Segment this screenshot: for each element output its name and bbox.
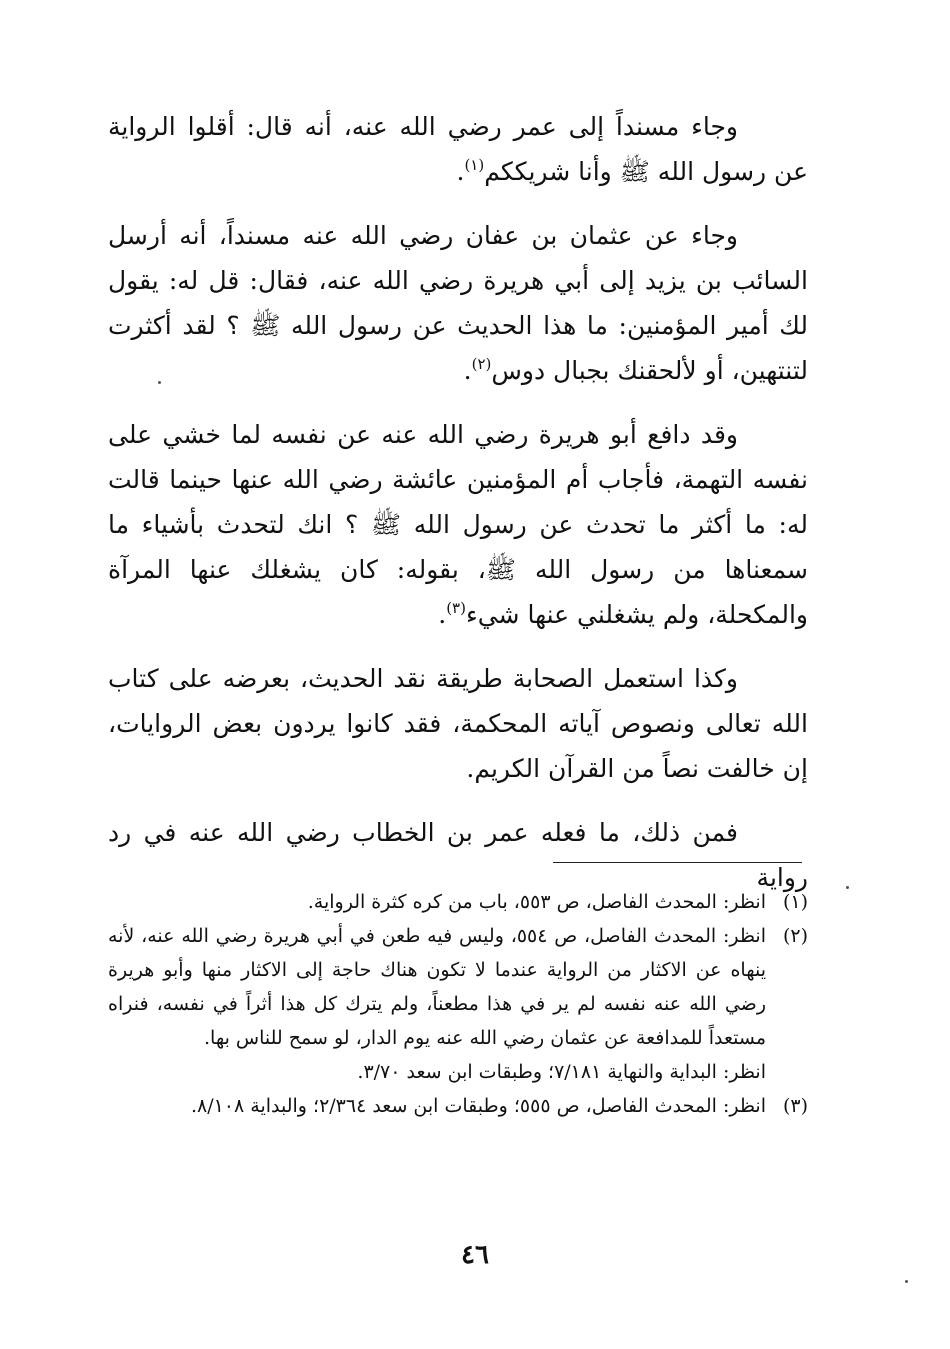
scan-speck <box>158 381 161 384</box>
footnote-ref: (٢) <box>471 355 492 373</box>
footnote <box>108 885 808 919</box>
scan-speck <box>846 886 849 889</box>
paragraph <box>108 104 808 194</box>
footnote-text: انظر: المحدث الفاصل، ص ٥٥٣، باب من كره كثرة الرواية. <box>307 891 766 913</box>
paragraph <box>108 412 808 637</box>
footnote-reference-line: انظر: البداية والنهاية ٧/١٨١؛ وطبقات ابن سعد ٣/٧٠. <box>357 1061 766 1083</box>
paragraph-tail: . <box>463 356 472 385</box>
footnote-text: انظر: المحدث الفاصل، ص ٥٥٥؛ وطبقات ابن سعد ٢/٣٦٤؛ والبداية ٨/١٠٨. <box>190 1095 766 1117</box>
page-number: ٤٦ <box>461 1240 489 1270</box>
paragraph-tail: . <box>438 600 447 629</box>
footnote <box>108 919 808 1055</box>
paragraph-text: فمن ذلك، ما فعله عمر بن الخطاب رضي الله عنه في رد رواية <box>108 818 808 892</box>
paragraph-text: وكذا استعمل الصحابة طريقة نقد الحديث، بعرضه على كتاب الله تعالى ونصوص آياته المحكمة، فقد كانوا يردون بعض الروايات، إن خالفت نصاً من القرآن الكريم. <box>108 664 808 783</box>
main-text <box>108 104 808 919</box>
footnote-separator <box>553 862 802 863</box>
footnote-ref: (١) <box>464 156 485 174</box>
footnotes <box>108 885 808 1123</box>
paragraph-text: وجاء عن عثمان بن عفان رضي الله عنه مسنداً، أنه أرسل السائب بن يزيد إلى أبي هريرة رضي الله عنه، فقال: قل له: يقول لك أمير المؤمنين: ما هذا الحديث عن رسول الله ﷺ ؟ لقد أكثرت لتنتهين، أو لألحقنك بجبال دوس <box>108 221 808 385</box>
footnote-number: (٣) <box>782 1095 808 1117</box>
paragraph <box>108 656 808 791</box>
paragraph-tail: . <box>456 157 465 186</box>
paragraph-text: وقد دافع أبو هريرة رضي الله عنه عن نفسه لما خشي على نفسه التهمة، فأجاب أم المؤمنين عائشة رضي الله عنها حينما قالت له: ما أكثر ما تحدث عن رسول الله ﷺ ؟ انك لتحدث بأشياء ما سمعناها من رسول الله ﷺ، بقوله: كان يشغلك عنها المرآة والمكحلة، ولم يشغلني عنها شيء <box>108 420 808 629</box>
scan-speck <box>905 1280 908 1283</box>
paragraph-text: وجاء مسنداً إلى عمر رضي الله عنه، أنه قال: أقلوا الرواية عن رسول الله ﷺ وأنا شريككم <box>108 112 808 186</box>
footnote-ref: (٣) <box>446 599 466 617</box>
footnote-number: (١) <box>782 891 808 913</box>
footnote-number: (٢) <box>782 925 808 947</box>
footnote-text: انظر: المحدث الفاصل، ص ٥٥٤، وليس فيه طعن في أبي هريرة رضي الله عنه، لأنه ينهاه عن الاكثار من الرواية عندما لا تكون هناك حاجة إلى الاكثار منها وأبو هريرة رضي الله عنه نفسه لم ير في هذا مطعناً، ولم يترك كل هذا أثراً في نفسه، فنراه مستعداً للمدافعة عن عثمان رضي الله عنه يوم الدار، لو سمح للناس بها. <box>108 925 766 1049</box>
footnote <box>108 1089 808 1123</box>
paragraph <box>108 213 808 393</box>
